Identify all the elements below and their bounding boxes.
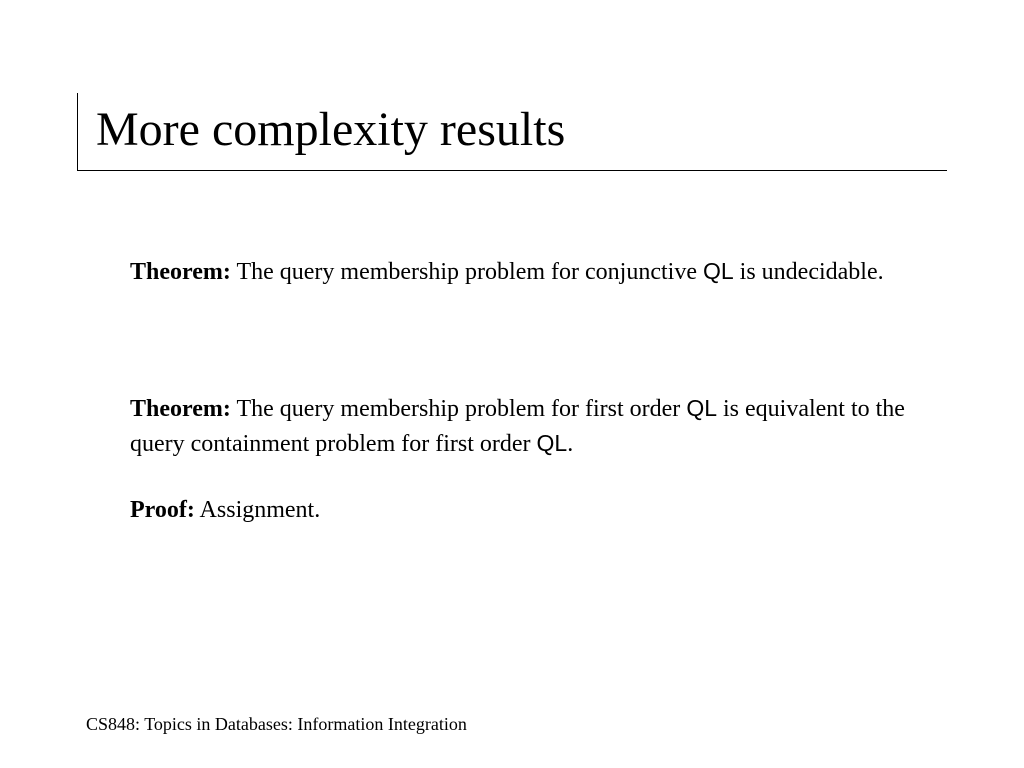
- proof-statement: [130, 493, 910, 527]
- theorem-label: Theorem:: [130, 259, 231, 285]
- theorem-text: The query membership problem for first order: [230, 396, 687, 422]
- theorem-undecidable: [130, 254, 910, 289]
- theorem-equivalence: [130, 391, 910, 461]
- title-vertical-rule: [77, 93, 78, 171]
- title-underline-rule: [77, 170, 947, 171]
- theorem-text: The query membership problem for conjunctive: [230, 259, 703, 285]
- theorem-label: Theorem:: [130, 396, 231, 422]
- proof-label: Proof:: [130, 497, 195, 523]
- ql-term: QL: [702, 258, 734, 284]
- theorem-text: .: [567, 431, 574, 457]
- theorem-text: is equivalent to the query containment problem for first order: [130, 396, 905, 457]
- ql-term: QL: [686, 395, 717, 421]
- slide-title: More complexity results: [96, 103, 566, 156]
- proof-text: Assignment.: [194, 497, 321, 523]
- ql-term: QL: [536, 430, 568, 456]
- slide-footer: CS848: Topics in Databases: Information Integration: [86, 714, 467, 734]
- theorem-text: is undecidable.: [733, 259, 884, 285]
